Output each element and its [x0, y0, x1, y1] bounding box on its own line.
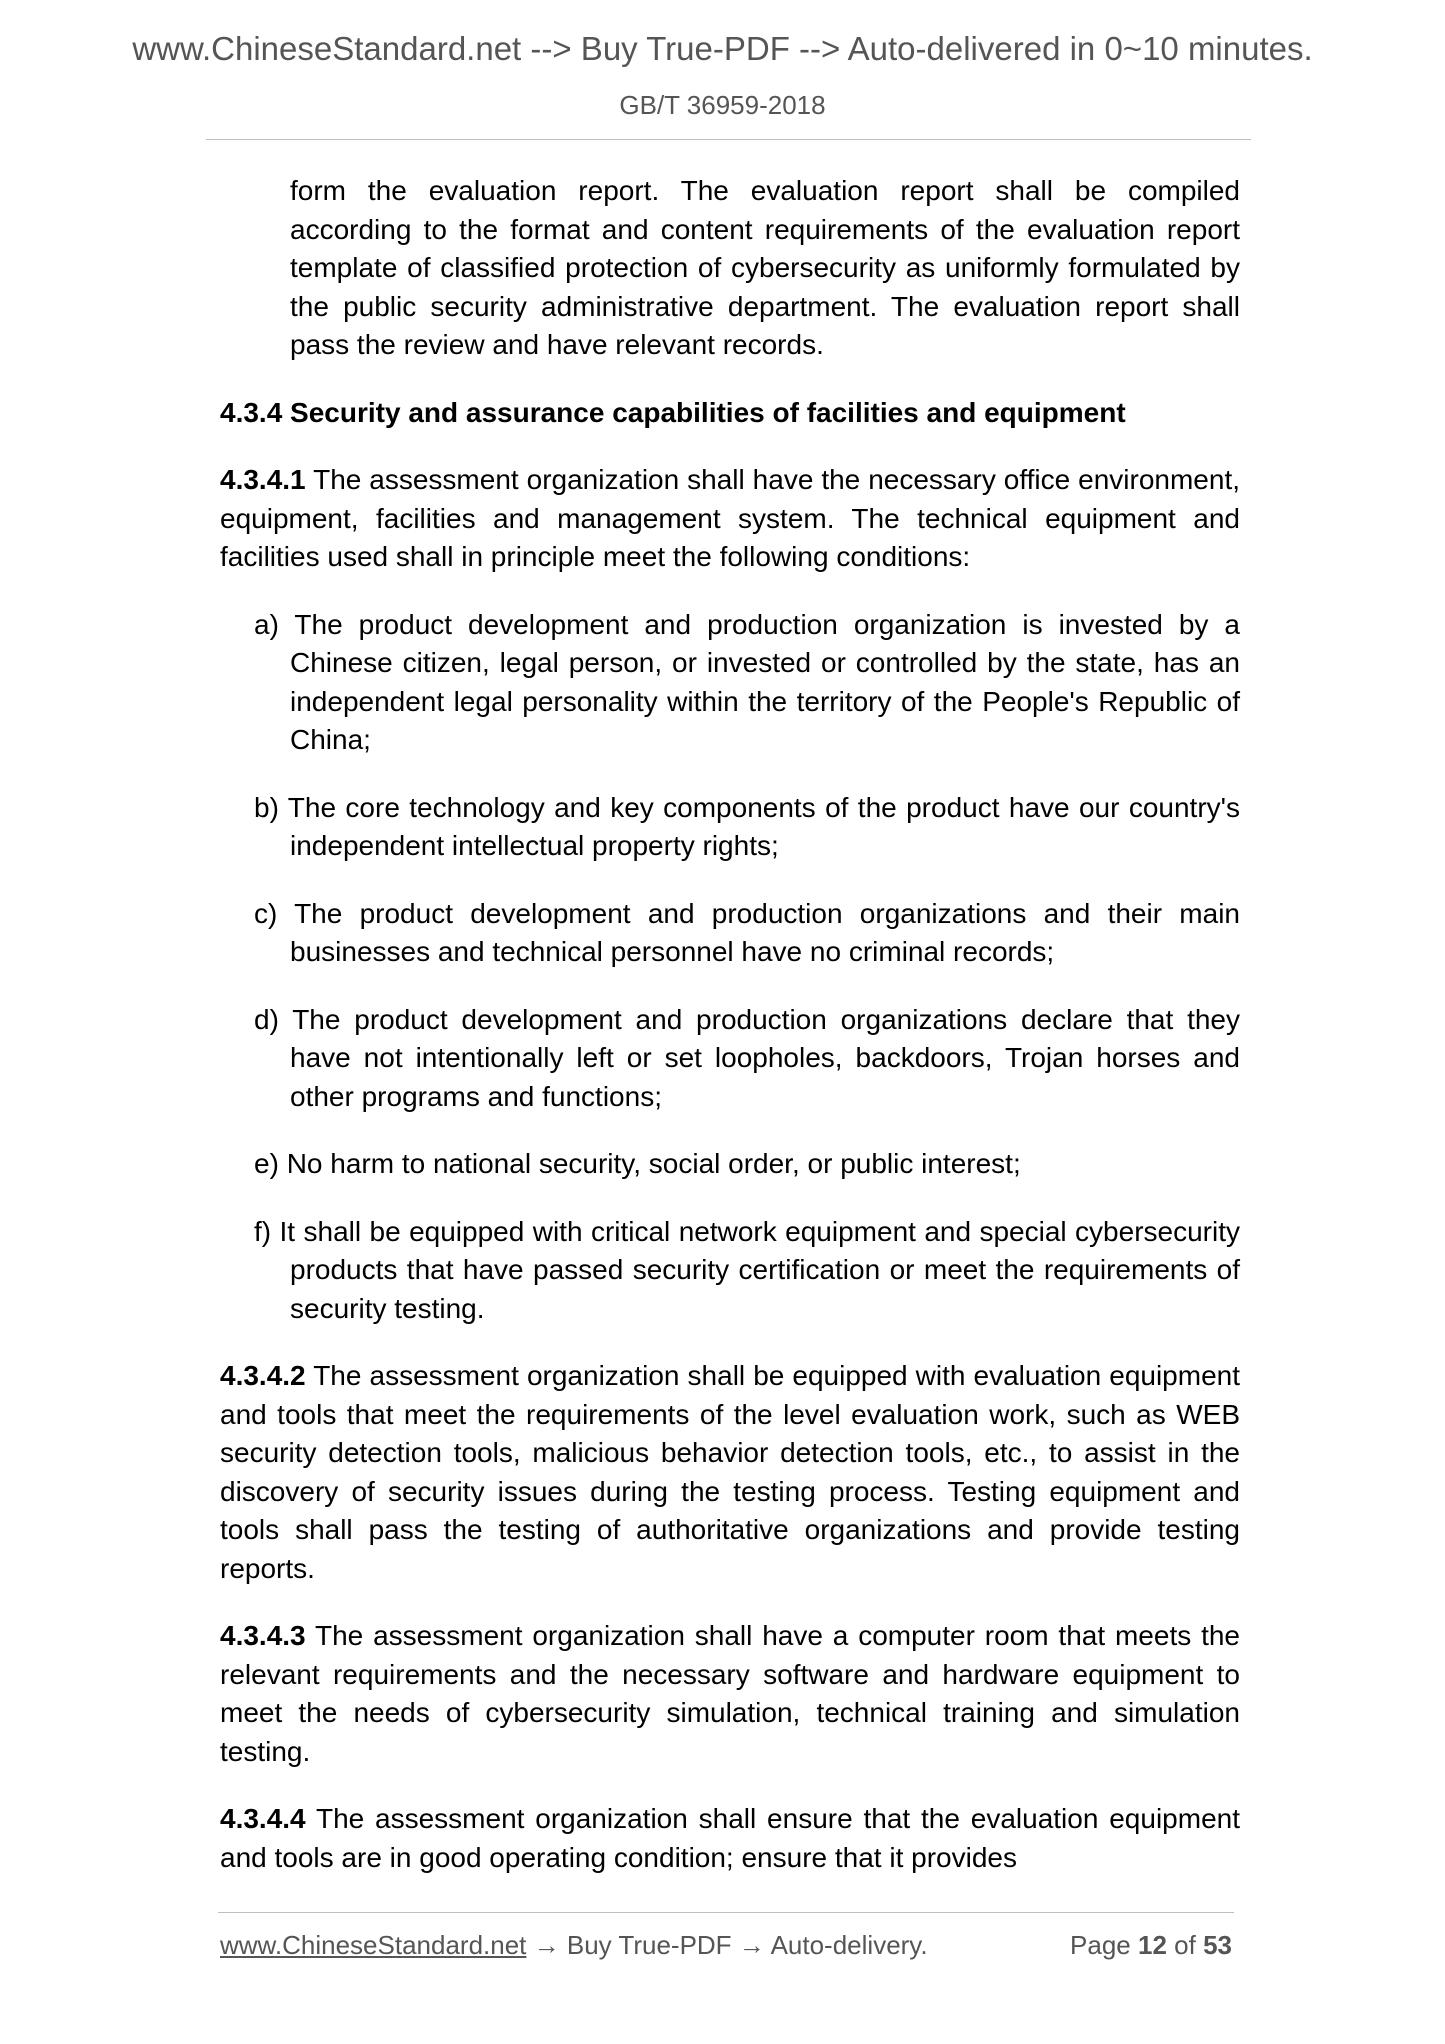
- list-item-text: It shall be equipped with critical network equipment and special cybersecurity products that have passed security certification or meet the requirements of security testing.: [279, 1215, 1240, 1324]
- list-item: [254, 606, 1240, 760]
- document-id: GB/T 36959-2018: [619, 90, 826, 120]
- page-indicator: [1070, 1930, 1232, 1961]
- header-divider: [206, 139, 1251, 140]
- list-item: [254, 895, 1240, 972]
- clause-text: The assessment organization shall ensure that the evaluation equipment and tools are in good operating condition; ensure that it provides: [220, 1803, 1240, 1873]
- page-total: 53: [1203, 1930, 1232, 1960]
- page-label: Page: [1070, 1930, 1131, 1960]
- list-item-text: No harm to national security, social order, or public interest;: [286, 1148, 1021, 1179]
- clause-text: The assessment organization shall be equipped with evaluation equipment and tools that meet the requirements of the level evaluation work, such as WEB security detection tools, malicious behavior detection tools, etc., to assist in the discovery of security issues during the testing process. Testing equipment and tools shall pass the testing of authoritative organizations and provide testing reports.: [220, 1360, 1240, 1584]
- list-item: [254, 1001, 1240, 1117]
- clause-4-3-4-1: [220, 461, 1240, 577]
- list-item-text: The product development and production organization is invested by a Chinese citizen, legal person, or invested or controlled by the state, has an independent legal personality within the territory of the People's Republic of China;: [290, 608, 1240, 755]
- top-banner: www.ChineseStandard.net --> Buy True-PDF --> Auto-delivered in 0~10 minutes.: [132, 30, 1313, 67]
- conditions-list: [220, 606, 1240, 1329]
- list-item: [254, 1145, 1240, 1184]
- clause-text: The assessment organization shall have the necessary office environment, equipment, facilities and management system. The technical equipment and facilities used shall in principle meet the following conditions:: [220, 464, 1240, 572]
- clause-number: 4.3.4.4: [220, 1803, 306, 1834]
- list-marker: e): [254, 1148, 279, 1179]
- clause-number: 4.3.4.3: [220, 1620, 306, 1651]
- clause-4-3-4-4: [220, 1800, 1240, 1877]
- intro-paragraph: form the evaluation report. The evaluation report shall be compiled according to the format and content requirements of the evaluation report template of classified protection of cybersecurity as uniformly formulated by the public security administrative department. The evaluation report shall pass the review and have relevant records.: [290, 175, 1240, 360]
- page-content: [220, 172, 1240, 1906]
- clause-number: 4.3.4.1: [220, 464, 306, 495]
- list-marker: a): [254, 608, 279, 640]
- section-heading: 4.3.4 Security and assurance capabilities of facilities and equipment: [220, 396, 1126, 428]
- list-item-text: The core technology and key components of the product have our country's independent intellectual property rights;: [287, 791, 1240, 861]
- clause-4-3-4-2: [220, 1357, 1240, 1588]
- list-marker: b): [254, 791, 279, 823]
- list-marker: d): [254, 1003, 279, 1035]
- website-link[interactable]: www.ChineseStandard.net: [220, 1930, 527, 1960]
- list-item: [254, 789, 1240, 866]
- clause-text: The assessment organization shall have a computer room that meets the relevant requirements and the necessary software and hardware equipment to meet the needs of cybersecurity simulation, technical training and simulation testing.: [220, 1620, 1240, 1767]
- footer-divider: [218, 1912, 1234, 1913]
- footer-promo: [220, 1930, 928, 1961]
- list-item-text: The product development and production organizations and their main businesses and technical personnel have no criminal records;: [290, 897, 1240, 967]
- list-item: [254, 1213, 1240, 1329]
- list-item-text: The product development and production organizations declare that they have not intentionally left or set loopholes, backdoors, Trojan horses and other programs and functions;: [290, 1003, 1240, 1112]
- page-current: 12: [1138, 1930, 1167, 1960]
- clause-4-3-4-3: [220, 1617, 1240, 1771]
- clause-number: 4.3.4.2: [220, 1360, 306, 1391]
- footer-delivery-text: → Buy True-PDF → Auto-delivery.: [526, 1930, 928, 1960]
- page-of-label: of: [1174, 1930, 1196, 1960]
- list-marker: f): [254, 1215, 272, 1247]
- list-marker: c): [254, 897, 278, 929]
